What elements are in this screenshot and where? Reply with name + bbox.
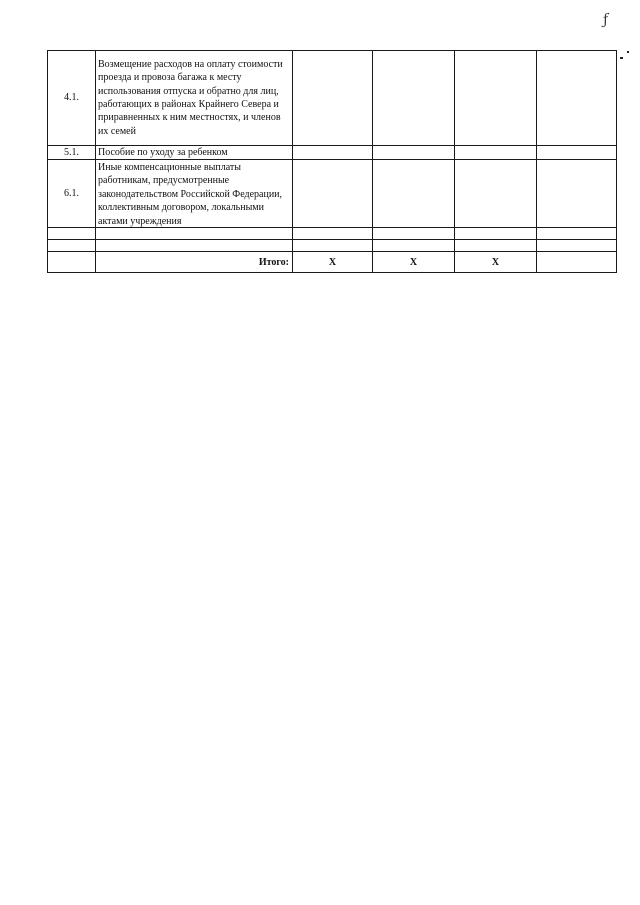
total-x-mark: X	[455, 252, 537, 273]
empty-cell	[455, 240, 537, 252]
table-row	[48, 146, 617, 160]
row-number: 6.1.	[48, 160, 96, 228]
empty-cell	[373, 240, 455, 252]
row-description-text: Иные компенсационные выплаты работникам, предусмотренные законодательством Российской Федерации, коллективным договором, локальными актами учреждения	[98, 161, 283, 227]
value-cell	[455, 51, 537, 146]
empty-cell	[48, 240, 96, 252]
value-cell	[293, 160, 373, 228]
row-description	[96, 146, 293, 160]
empty-cell	[96, 240, 293, 252]
empty-cell	[537, 240, 617, 252]
table-row	[48, 160, 617, 228]
value-cell	[537, 146, 617, 160]
empty-cell	[96, 228, 293, 240]
value-cell	[537, 160, 617, 228]
empty-cell	[293, 240, 373, 252]
table-row	[48, 51, 617, 146]
value-cell	[293, 146, 373, 160]
value-cell	[455, 160, 537, 228]
row-description	[96, 160, 293, 228]
total-label: Итого:	[96, 252, 293, 273]
row-number: 4.1.	[48, 51, 96, 146]
value-cell	[293, 51, 373, 146]
value-cell	[373, 146, 455, 160]
empty-cell	[373, 228, 455, 240]
empty-row	[48, 240, 617, 252]
empty-cell	[48, 252, 96, 273]
empty-cell	[48, 228, 96, 240]
row-description	[96, 51, 293, 146]
row-description-text: Пособие по уходу за ребенком	[98, 147, 228, 158]
scan-speck	[620, 57, 623, 59]
empty-cell	[537, 228, 617, 240]
compensation-payments-table	[47, 50, 617, 273]
value-cell	[537, 51, 617, 146]
total-x-mark: X	[293, 252, 373, 273]
empty-cell	[293, 228, 373, 240]
row-number: 5.1.	[48, 146, 96, 160]
value-cell	[373, 160, 455, 228]
total-value-cell	[537, 252, 617, 273]
empty-row	[48, 228, 617, 240]
handwritten-page-mark: ƒ	[601, 11, 610, 29]
scan-speck	[627, 51, 629, 53]
value-cell	[455, 146, 537, 160]
total-x-mark: X	[373, 252, 455, 273]
empty-cell	[455, 228, 537, 240]
total-row	[48, 252, 617, 273]
value-cell	[373, 51, 455, 146]
row-description-text: Возмещение расходов на оплату стоимости проезда и провоза багажа к месту использования отпуска и обратно для лиц, работающих в районах Крайнего Севера и приравненных к ним местностях, и членов их семей	[98, 58, 283, 137]
